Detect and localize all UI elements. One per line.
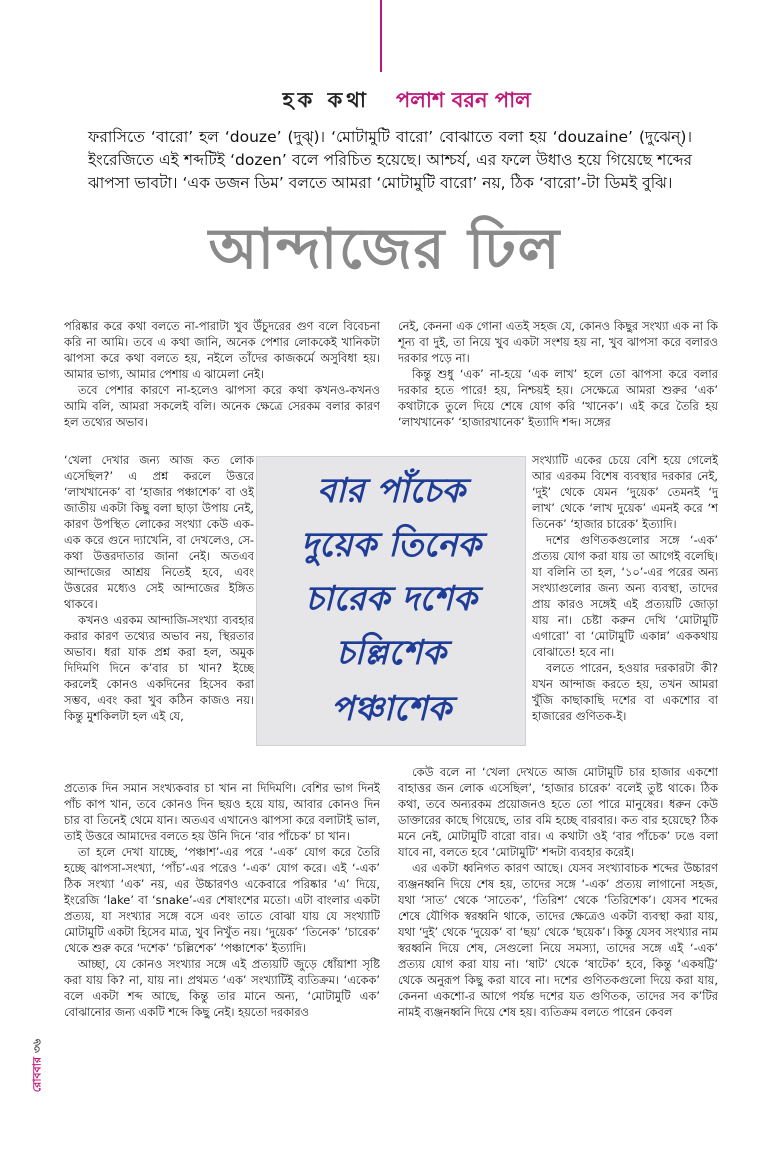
paragraph: আচ্ছা, যে কোনও সংখ্যার সঙ্গে এই প্রত্যয়টি জুড়ে ধোঁয়াশা সৃষ্টি করা যায় কি? না, যায় না। প্রথমত ‘এক’ সংখ্যাটিই ব্যতিক্রম। ‘একেক’ বলে একটা শব্দ আছে, কিন্তু তার মানে অন্য, ‘মোটামুটি এক’ বোঝানোর জন্য একটি শব্দে কিছু নেই। হয়তো দরকারও — [64, 957, 380, 1019]
paragraph: নেই, কেননা এক গোনা এতই সহজ যে, কোনও কিছুর সংখ্যা এক না কি শূন্য বা দুই, তা নিয়ে খুব একটা সংশয় হয় না, খুব ঝাপসা করে বলারও দরকার পড়ে না। — [398, 319, 718, 365]
paragraph: প্রত্যেক দিন সমান সংখ্যকবার চা খান না দিদিমণি। বেশির ভাগ দিনই পাঁচ কাপ খান, তবে কোনও দিন ছয়ও হয়ে যায়, আবার কোনও দিন চার বা তিনেই থেমে যান। অতএব এখানেও ঝাপসা করে বলাটাই ভাল, তাই উত্তরে আমাদের বলতে হয় উনি দিনে ‘বার পাঁচেক’ চা খান। — [64, 781, 380, 843]
paragraph: পরিষ্কার করে কথা বলতে না-পারাটা খুব উঁচুদরের গুণ বলে বিবেচনা করি না আমি। তবে এ কথা জানি, অনেক পেশার লোককেই খানিকটা ঝাপসা করে কথা বলতে হয়, নইলে তাঁদের কাজকর্মে অসুবিধা হয়। আমার ভাগ্য, আমার পেশায় এ ঝামেলা নেই। — [64, 319, 380, 381]
right-column-top — [398, 318, 718, 450]
paragraph: কখনও এরকম আন্দাজি-সংখ্যা ব্যবহার করার কারণ তথ্যের অভাব নয়, স্থিরতার অভাব। ধরা যাক প্রশ্ন করা হল, অমুক দিদিমণি দিনে ক’বার চা খান? ইচ্ছে করলেই কোনও একদিনের হিসেব করা সম্ভব, এবং করা খুব কঠিন কাজও নয়। কিন্তু মুশকিলটা হল এই যে, — [64, 613, 254, 723]
article-title: আন্দাজের ঢিল — [208, 217, 562, 282]
paragraph: কেউ বলে না ‘খেলা দেখতে আজ মোটামুটি চার হাজার একশো বাহাত্তর জন লোক এসেছিল’, ‘হাজার চারেক’ বলেই তুষ্ট থাকে। ঠিক কথা, তবে অন্যরকম প্রয়োজনও হতে তো পারে মানুষের। ধরুন কেউ ডাক্তারের কাছে গিয়েছে, তার বমি হচ্ছে বারবার। কত বার হয়েছে? ঠিক মনে নেই, মোটামুটি বারো বার। এ কথাটা ওই ‘বার পাঁচেক’ ঢঙে বলা যাবে না, বলতে হবে ‘মোটামুটি’ শব্দটা ব্যবহার করেই। — [398, 765, 718, 859]
figure-line: দুয়েক তিনেক — [300, 525, 482, 565]
paragraph: তা হলে দেখা যাচ্ছে, ‘পঞ্চাশ’-এর পরে ‘-এক’ যোগ করে তৈরি হচ্ছে ঝাপসা-সংখ্যা, ‘পাঁচ’-এর পরেও ‘-এক’ যোগ করে। এই ‘-এক’ ঠিক সংখ্যা ‘এক’ নয়, এর উচ্চারণও একেবারে পরিষ্কার ‘এ’ দিয়ে, ইংরেজি ‘lake’ বা ‘snake’-এর শেষাংশের মতো। এটা বাংলার একটা প্রত্যয়, যা সংখ্যার সঙ্গে বসে এবং তাতে বোঝা যায় যে সংখ্যাটি মোটামুটি একটা হিসেব মাত্র, খুব নিখুঁত নয়। ‘দুয়েক’ ‘তিনেক’ ‘চারেক’ থেকে শুরু করে ‘দশেক’ ‘চল্লিশেক’ ‘পঞ্চাশেক’ ইত্যাদি। — [64, 845, 380, 955]
figure-line: বার পাঁচেক — [316, 471, 466, 511]
paragraph: তবে পেশার কারণে না-হলেও ঝাপসা করে কথা কখনও-কখনও আমি বলি, আমরা সকলেই বলি। অনেক ক্ষেত্রে সেরকম বলার কারণ হল তথ্যের অভাব। — [64, 383, 380, 429]
intro-paragraph: ফরাসিতে ‘বারো’ হল ‘douze’ (দুঝ্)। ‘মোটামুটি বারো’ বোঝাতে বলা হয় ‘douzaine’ (দুঝেন্)। ইংরেজিতে এই শব্দটিই ‘dozen’ বলে পরিচিত হয়েছে। আশ্চর্য, এর ফলে উধাও হয়ে গিয়েছে শব্দের ঝাপসা ভাবটা। ‘এক ডজন ডিম’ বলতে আমরা ‘মোটামুটি বারো’ নয়, ঠিক ‘বারো’-টা ডিমই বুঝি। — [88, 128, 692, 192]
paragraph: বলতে পারেন, হওয়ার দরকারটা কী? যখন আন্দাজ করতে হয়, তখন আমরা খুঁজি কাছাকাছি দশের বা একশোর বা হাজারের গুণিতক-ই। — [532, 661, 718, 723]
illustration-handwritten-words — [256, 456, 526, 746]
paragraph: ‘খেলা দেখার জন্য আজ কত লোক এসেছিল?’ এ প্রশ্ন করলে উত্তরে ‘লাখখানেক’ বা ‘হাজার পঞ্চাশেক’ বা ওই জাতীয় একটা কিছু বলা ছাড়া উপায় নেই, কারণ উপস্থিত লোকের সংখ্যা কেউ এক-এক করে গুনে দ্যাখেনি, বা দেখলেও, সে-কথা উত্তরদাতার জানা নেই। অতএব আন্দাজের আশ্রয় নিতেই হবে, এবং উত্তরের মধ্যেও সেই আন্দাজের ইঙ্গিত থাকবে। — [64, 453, 254, 611]
right-column-wrap — [532, 452, 718, 762]
paragraph: কিন্তু শুধু ‘এক’ না-হয়ে ‘এক লাখ’ হলে তো ঝাপসা করে বলার দরকার হতে পারে! হয়, নিশ্চয়ই হয়। সেক্ষেত্রে আমরা শুরুর ‘এক’ কথাটাকে তুলে দিয়ে শেষে যোগ করি ‘খানেক’। এই করে তৈরি হয় ‘লাখখানেক’ ‘হাজারখানেক’ ইত্যাদি শব্দ। সঙ্গের — [398, 367, 718, 429]
right-column-bottom — [398, 764, 718, 1098]
left-column-wrap — [64, 452, 254, 778]
page-footer — [30, 1028, 44, 1098]
figure-line: চারেক দশেক — [305, 579, 477, 619]
paragraph: দশের গুণিতকগুলোর সঙ্গে ‘-এক’ প্রত্যয় যোগ করা যায় তা আগেই বলেছি। যা বলিনি তা হল, ‘১০’-এর পরের অন্য সংখ্যাগুলোর জন্য অন্য ব্যবস্থা, তাদের প্রায় কারও সঙ্গেই এই প্রত্যয়টি জোড়া যায় না। চেষ্টা করুন দেখি ‘মোটামুটি এগারো’ বা ‘মোটামুটি একান্ন’ এককথায় বোঝাতে! হবে না। — [532, 533, 718, 659]
left-column-bottom — [64, 780, 380, 1098]
column-name: হক কথা — [282, 88, 370, 112]
author-name: পলাশ বরন পাল — [396, 88, 531, 112]
header-divider-line — [380, 0, 382, 72]
column-header — [0, 84, 770, 114]
left-column-top — [64, 318, 380, 450]
magazine-name: রোববার — [30, 1056, 44, 1093]
figure-line: চল্লিশেক — [336, 633, 446, 673]
paragraph: সংখ্যাটি একের চেয়ে বেশি হয়ে গেলেই আর এরকম বিশেষ ব্যবস্থার দরকার নেই, ‘দুই’ থেকে যেমন ‘দুয়েক’ তেমনই ‘দু লাখ’ থেকে ‘লাখ দুয়েক’ এমনই করে ‘শ তিনেক’ ‘হাজার চারেক’ ইত্যাদি। — [532, 453, 718, 531]
page-number: ৩৬ — [30, 1038, 44, 1054]
paragraph: এর একটা ধ্বনিগত কারণ আছে। যেসব সংখ্যাবাচক শব্দের উচ্চারণ ব্যঞ্জনধ্বনি দিয়ে শেষ হয়, তাদের সঙ্গে ‘-এক’ প্রত্যয় লাগানো সহজ, যথা ‘সাত’ থেকে ‘সাতেক’, ‘তিরিশ’ থেকে ‘তিরিশেক’। যেসব শব্দের শেষে যৌগিক স্বরধ্বনি থাকে, তাদের ক্ষেত্রেও একটা ব্যবস্থা করা যায়, যথা ‘দুই’ থেকে ‘দুয়েক’ বা ‘ছয়’ থেকে ‘ছয়েক’। কিন্তু যেসব সংখ্যার নাম স্বরধ্বনি দিয়ে শেষ, সেগুলো নিয়ে সমস্যা, তাদের সঙ্গে এই ‘-এক’ প্রত্যয় যোগ করা যায় না। ‘ষাট’ থেকে ‘ষাটেক’ হবে, কিন্তু ‘একষট্টি’ থেকে অনুরূপ কিছু করা যাবে না। দশের গুণিতকগুলো দিয়ে করা যায়, কেননা একশো-র আগে পর্যন্ত দশের যত গুণিতক, তাদের সব ক’টির নামই ব্যঞ্জনধ্বনি দিয়ে শেষ হয়। ব্যতিক্রম বলতে পারেন কেবল — [398, 861, 718, 1019]
figure-line: পঞ্চাশেক — [330, 689, 452, 729]
footer-label — [29, 1028, 48, 1104]
